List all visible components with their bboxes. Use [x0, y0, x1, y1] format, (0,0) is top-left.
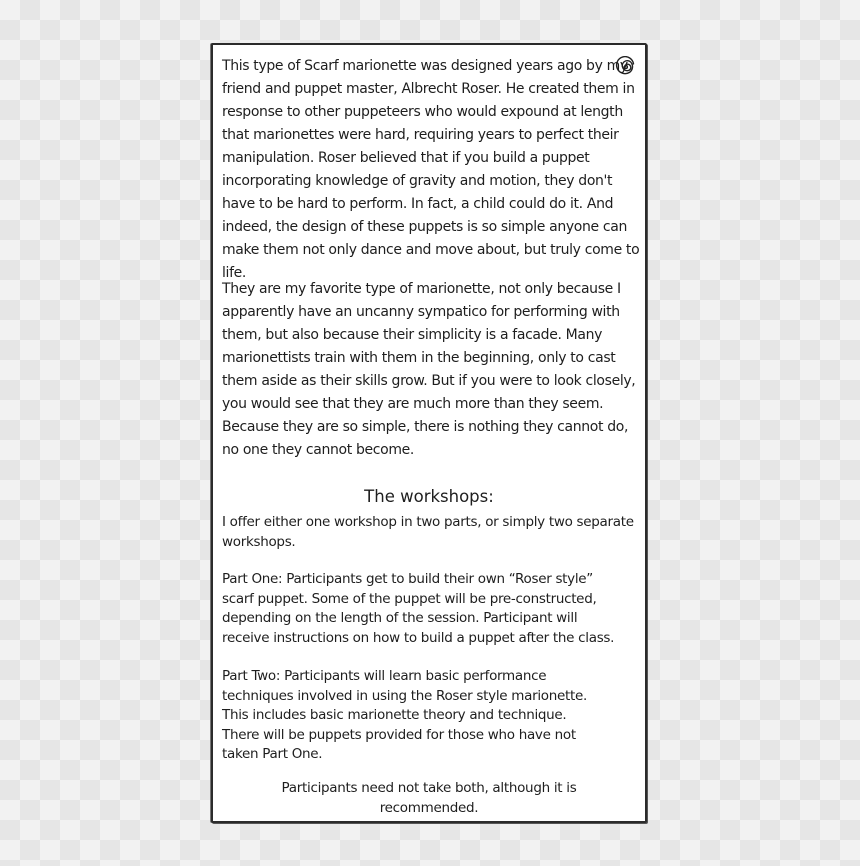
footer-line-2: recommended.: [379, 800, 479, 816]
paragraph-favorite: They are my favorite type of marionette, not only because I apparently have an uncanny sympatico for performing with them, but also because their simplicity is a facade. Many marionettists train with them in the beginning, only to cast them aside as their skills grow. But if you were to look closely, you would see that they are much more than they seem. Because they are so simple, there is nothing they cannot do, no one they cannot become.: [222, 281, 636, 458]
footer-line-1: Participants need not take both, although it is: [281, 780, 577, 796]
paragraph-intro: This type of Scarf marionette was designed years ago by my friend and puppet master, Albrecht Roser. He created them in response to other puppeteers who would expound at length that marionettes were hard, requiring years to perfect their manipulation. Roser believed that if you build a puppet incorporating knowledge of gravity and motion, they don't have to be hard to perform. In fact, a child could do it. And indeed, the design of these puppets is so simple anyone can make them not only dance and move about, but truly come to life.: [222, 58, 640, 281]
workshop-part-two: Part Two: Participants will learn basic performance techniques involved in using the Roser style marionette. This includes basic marionette theory and technique. There will be puppets provided for those who have not taken Part One.: [222, 668, 588, 762]
workshops-intro: I offer either one workshop in two parts, or simply two separate workshops.: [222, 514, 634, 550]
workshops-heading: The workshops:: [364, 487, 494, 506]
workshops-footer: [213, 778, 645, 818]
document-panel: [211, 43, 647, 823]
workshop-part-one: Part One: Participants get to build their own “Roser style” scarf puppet. Some of the puppet will be pre-constructed, depending on the length of the session. Participant will receive instructions on how to build a puppet after the class.: [222, 571, 615, 646]
